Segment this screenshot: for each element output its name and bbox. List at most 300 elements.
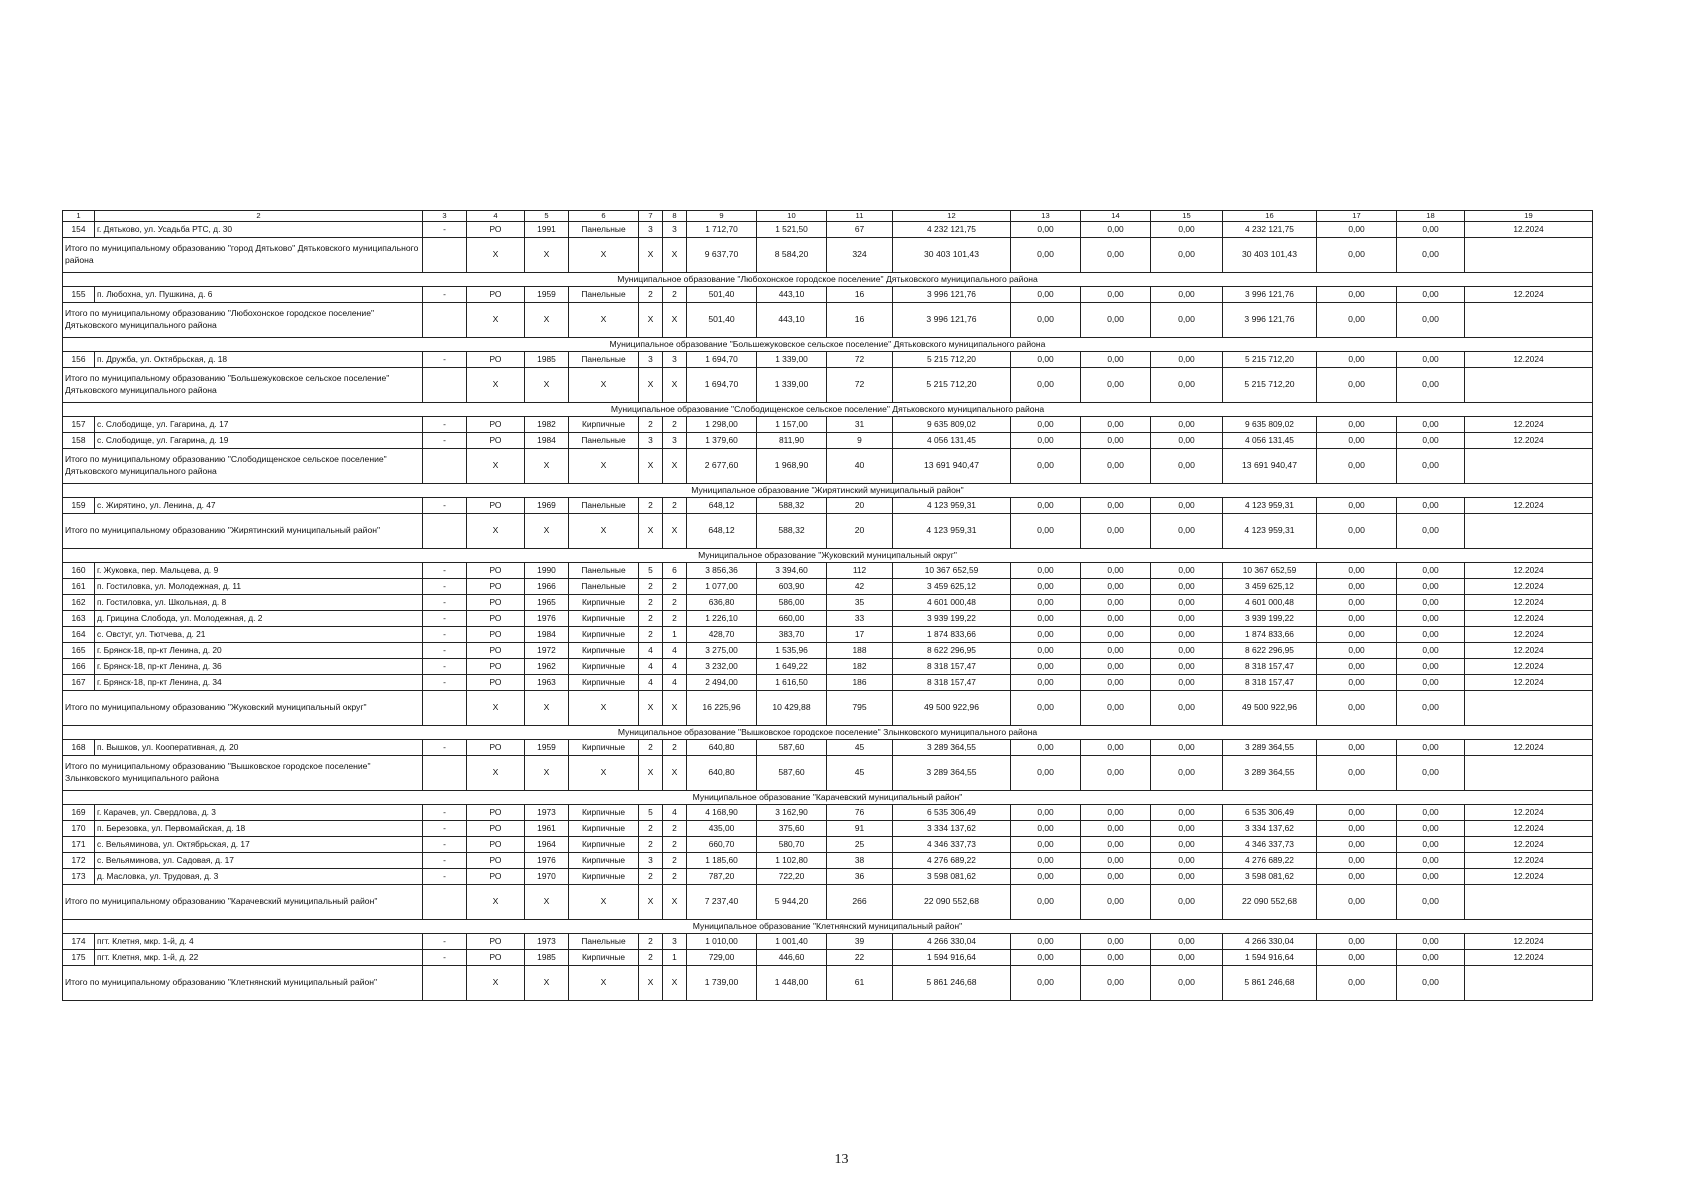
total-value-c7: X [639, 449, 663, 484]
total-value-c10: 10 429,88 [757, 691, 827, 726]
total-value-c9: 648,12 [687, 514, 757, 549]
address-cell: пгт. Клетня, мкр. 1-й, д. 22 [95, 950, 423, 966]
table-row [63, 579, 1593, 595]
total-value-c18: 0,00 [1397, 238, 1465, 273]
value-cell-c13: 0,00 [1011, 869, 1081, 885]
value-cell-c6: Кирпичные [569, 869, 639, 885]
value-cell-c4: РО [467, 579, 525, 595]
total-label: Итого по муниципальному образованию "Клетнянский муниципальный район" [63, 966, 423, 1001]
total-value-c4: X [467, 966, 525, 1001]
address-cell: г. Жуковка, пер. Мальцева, д. 9 [95, 563, 423, 579]
value-cell-c18: 0,00 [1397, 417, 1465, 433]
value-cell-c7: 3 [639, 853, 663, 869]
value-cell-c11: 22 [827, 950, 893, 966]
value-cell-c10: 1 001,40 [757, 934, 827, 950]
table-row [63, 287, 1593, 303]
value-cell-c6: Панельные [569, 222, 639, 238]
value-cell-c19: 12.2024 [1465, 595, 1593, 611]
value-cell-c14: 0,00 [1081, 595, 1151, 611]
total-value-c15: 0,00 [1151, 885, 1223, 920]
value-cell-c18: 0,00 [1397, 611, 1465, 627]
value-cell-c16: 4 276 689,22 [1223, 853, 1317, 869]
value-cell-c3: - [423, 595, 467, 611]
value-cell-c16: 1 874 833,66 [1223, 627, 1317, 643]
value-cell-c14: 0,00 [1081, 659, 1151, 675]
value-cell-c15: 0,00 [1151, 934, 1223, 950]
column-number-cell: 6 [569, 211, 639, 222]
value-cell-c9: 787,20 [687, 869, 757, 885]
value-cell-c17: 0,00 [1317, 611, 1397, 627]
total-value-c11: 20 [827, 514, 893, 549]
value-cell-c18: 0,00 [1397, 433, 1465, 449]
total-row [63, 449, 1593, 484]
total-value-c19 [1465, 514, 1593, 549]
value-cell-c16: 3 598 081,62 [1223, 869, 1317, 885]
total-row [63, 238, 1593, 273]
value-cell-c14: 0,00 [1081, 627, 1151, 643]
total-value-c14: 0,00 [1081, 514, 1151, 549]
value-cell-c3: - [423, 805, 467, 821]
total-value-c9: 9 637,70 [687, 238, 757, 273]
value-cell-c17: 0,00 [1317, 675, 1397, 691]
value-cell-c4: РО [467, 222, 525, 238]
value-cell-c17: 0,00 [1317, 352, 1397, 368]
total-value-c14: 0,00 [1081, 885, 1151, 920]
column-number-cell: 17 [1317, 211, 1397, 222]
value-cell-c18: 0,00 [1397, 950, 1465, 966]
total-value-c16: 49 500 922,96 [1223, 691, 1317, 726]
total-value-c5: X [525, 303, 569, 338]
total-value-c5: X [525, 691, 569, 726]
section-title-row [63, 920, 1593, 934]
section-title-row [63, 403, 1593, 417]
value-cell-c7: 2 [639, 821, 663, 837]
total-value-c17: 0,00 [1317, 691, 1397, 726]
value-cell-c10: 588,32 [757, 498, 827, 514]
value-cell-c15: 0,00 [1151, 595, 1223, 611]
value-cell-c8: 1 [663, 627, 687, 643]
row-number: 155 [63, 287, 95, 303]
total-value-c18: 0,00 [1397, 756, 1465, 791]
value-cell-c4: РО [467, 611, 525, 627]
value-cell-c13: 0,00 [1011, 675, 1081, 691]
row-number: 168 [63, 740, 95, 756]
value-cell-c7: 2 [639, 934, 663, 950]
value-cell-c5: 1984 [525, 627, 569, 643]
address-cell: пгт. Клетня, мкр. 1-й, д. 4 [95, 934, 423, 950]
value-cell-c17: 0,00 [1317, 740, 1397, 756]
total-row [63, 885, 1593, 920]
total-value-c7: X [639, 691, 663, 726]
value-cell-c14: 0,00 [1081, 740, 1151, 756]
row-number: 171 [63, 837, 95, 853]
value-cell-c19: 12.2024 [1465, 611, 1593, 627]
address-cell: п. Березовка, ул. Первомайская, д. 18 [95, 821, 423, 837]
value-cell-c19: 12.2024 [1465, 287, 1593, 303]
total-value-c16: 5 215 712,20 [1223, 368, 1317, 403]
value-cell-c5: 1969 [525, 498, 569, 514]
total-value-c15: 0,00 [1151, 966, 1223, 1001]
table-row [63, 934, 1593, 950]
value-cell-c16: 3 334 137,62 [1223, 821, 1317, 837]
value-cell-c18: 0,00 [1397, 869, 1465, 885]
value-cell-c12: 4 056 131,45 [893, 433, 1011, 449]
value-cell-c3: - [423, 659, 467, 675]
value-cell-c13: 0,00 [1011, 352, 1081, 368]
column-number-cell: 11 [827, 211, 893, 222]
value-cell-c17: 0,00 [1317, 934, 1397, 950]
column-number-cell: 18 [1397, 211, 1465, 222]
empty-cell [423, 885, 467, 920]
value-cell-c11: 91 [827, 821, 893, 837]
value-cell-c15: 0,00 [1151, 352, 1223, 368]
value-cell-c16: 9 635 809,02 [1223, 417, 1317, 433]
address-cell: д. Грицина Слобода, ул. Молодежная, д. 2 [95, 611, 423, 627]
total-row [63, 966, 1593, 1001]
value-cell-c11: 20 [827, 498, 893, 514]
section-title: Муниципальное образование "Жирятинский муниципальный район" [63, 484, 1593, 498]
total-value-c10: 588,32 [757, 514, 827, 549]
value-cell-c14: 0,00 [1081, 675, 1151, 691]
total-value-c18: 0,00 [1397, 449, 1465, 484]
total-value-c11: 45 [827, 756, 893, 791]
value-cell-c5: 1976 [525, 611, 569, 627]
total-value-c17: 0,00 [1317, 966, 1397, 1001]
total-value-c5: X [525, 514, 569, 549]
value-cell-c4: РО [467, 352, 525, 368]
address-cell: г. Брянск-18, пр-кт Ленина, д. 36 [95, 659, 423, 675]
value-cell-c18: 0,00 [1397, 837, 1465, 853]
value-cell-c7: 3 [639, 222, 663, 238]
value-cell-c6: Кирпичные [569, 595, 639, 611]
value-cell-c5: 1959 [525, 740, 569, 756]
value-cell-c17: 0,00 [1317, 579, 1397, 595]
row-number: 170 [63, 821, 95, 837]
value-cell-c17: 0,00 [1317, 950, 1397, 966]
section-title: Муниципальное образование "Карачевский муниципальный район" [63, 791, 1593, 805]
value-cell-c8: 4 [663, 659, 687, 675]
address-cell: с. Слободище, ул. Гагарина, д. 19 [95, 433, 423, 449]
value-cell-c6: Панельные [569, 433, 639, 449]
total-value-c13: 0,00 [1011, 449, 1081, 484]
value-cell-c12: 3 459 625,12 [893, 579, 1011, 595]
value-cell-c13: 0,00 [1011, 611, 1081, 627]
value-cell-c4: РО [467, 643, 525, 659]
total-value-c12: 4 123 959,31 [893, 514, 1011, 549]
total-label: Итого по муниципальному образованию "Вышковское городское поселение" Злынковского муниципального района [63, 756, 423, 791]
total-value-c18: 0,00 [1397, 966, 1465, 1001]
total-value-c10: 8 584,20 [757, 238, 827, 273]
value-cell-c9: 428,70 [687, 627, 757, 643]
column-number-cell: 2 [95, 211, 423, 222]
value-cell-c19: 12.2024 [1465, 579, 1593, 595]
value-cell-c11: 188 [827, 643, 893, 659]
value-cell-c14: 0,00 [1081, 611, 1151, 627]
value-cell-c4: РО [467, 805, 525, 821]
value-cell-c5: 1976 [525, 853, 569, 869]
value-cell-c19: 12.2024 [1465, 417, 1593, 433]
value-cell-c16: 3 996 121,76 [1223, 287, 1317, 303]
row-number: 173 [63, 869, 95, 885]
address-cell: с. Слободище, ул. Гагарина, д. 17 [95, 417, 423, 433]
value-cell-c9: 1 226,10 [687, 611, 757, 627]
value-cell-c13: 0,00 [1011, 287, 1081, 303]
housing-register-table [62, 210, 1593, 1001]
value-cell-c8: 2 [663, 869, 687, 885]
value-cell-c18: 0,00 [1397, 643, 1465, 659]
total-value-c14: 0,00 [1081, 966, 1151, 1001]
value-cell-c4: РО [467, 853, 525, 869]
value-cell-c8: 2 [663, 579, 687, 595]
address-cell: г. Карачев, ул. Свердлова, д. 3 [95, 805, 423, 821]
value-cell-c13: 0,00 [1011, 659, 1081, 675]
total-value-c19 [1465, 691, 1593, 726]
value-cell-c7: 3 [639, 352, 663, 368]
value-cell-c8: 3 [663, 934, 687, 950]
table-row [63, 498, 1593, 514]
address-cell: п. Гостиловка, ул. Молодежная, д. 11 [95, 579, 423, 595]
column-number-cell: 13 [1011, 211, 1081, 222]
value-cell-c9: 1 077,00 [687, 579, 757, 595]
value-cell-c6: Кирпичные [569, 740, 639, 756]
total-value-c11: 61 [827, 966, 893, 1001]
value-cell-c14: 0,00 [1081, 498, 1151, 514]
total-value-c11: 266 [827, 885, 893, 920]
total-value-c10: 443,10 [757, 303, 827, 338]
value-cell-c12: 4 266 330,04 [893, 934, 1011, 950]
total-value-c9: 1 694,70 [687, 368, 757, 403]
value-cell-c14: 0,00 [1081, 579, 1151, 595]
value-cell-c18: 0,00 [1397, 563, 1465, 579]
value-cell-c3: - [423, 837, 467, 853]
total-value-c14: 0,00 [1081, 756, 1151, 791]
value-cell-c7: 5 [639, 563, 663, 579]
value-cell-c9: 435,00 [687, 821, 757, 837]
total-value-c15: 0,00 [1151, 368, 1223, 403]
value-cell-c19: 12.2024 [1465, 627, 1593, 643]
value-cell-c13: 0,00 [1011, 950, 1081, 966]
value-cell-c16: 4 232 121,75 [1223, 222, 1317, 238]
value-cell-c10: 3 394,60 [757, 563, 827, 579]
total-value-c5: X [525, 966, 569, 1001]
value-cell-c13: 0,00 [1011, 595, 1081, 611]
value-cell-c13: 0,00 [1011, 222, 1081, 238]
value-cell-c3: - [423, 579, 467, 595]
total-value-c9: 16 225,96 [687, 691, 757, 726]
value-cell-c8: 3 [663, 352, 687, 368]
value-cell-c6: Кирпичные [569, 659, 639, 675]
value-cell-c8: 1 [663, 950, 687, 966]
value-cell-c12: 3 939 199,22 [893, 611, 1011, 627]
value-cell-c6: Кирпичные [569, 821, 639, 837]
value-cell-c14: 0,00 [1081, 222, 1151, 238]
value-cell-c3: - [423, 821, 467, 837]
value-cell-c6: Панельные [569, 352, 639, 368]
page-number: 13 [834, 1152, 849, 1167]
value-cell-c19: 12.2024 [1465, 659, 1593, 675]
column-number-cell: 8 [663, 211, 687, 222]
register-sheet [62, 210, 1592, 1001]
total-value-c17: 0,00 [1317, 449, 1397, 484]
value-cell-c3: - [423, 934, 467, 950]
total-value-c5: X [525, 885, 569, 920]
value-cell-c17: 0,00 [1317, 498, 1397, 514]
value-cell-c15: 0,00 [1151, 869, 1223, 885]
value-cell-c10: 446,60 [757, 950, 827, 966]
table-row [63, 643, 1593, 659]
total-value-c15: 0,00 [1151, 514, 1223, 549]
table-row [63, 563, 1593, 579]
total-value-c13: 0,00 [1011, 756, 1081, 791]
section-title: Муниципальное образование "Вышковское городское поселение" Злынковского муниципального района [63, 726, 1593, 740]
column-number-cell: 10 [757, 211, 827, 222]
value-cell-c6: Кирпичные [569, 627, 639, 643]
value-cell-c7: 2 [639, 579, 663, 595]
value-cell-c10: 811,90 [757, 433, 827, 449]
value-cell-c10: 443,10 [757, 287, 827, 303]
value-cell-c8: 2 [663, 595, 687, 611]
value-cell-c19: 12.2024 [1465, 805, 1593, 821]
table-row [63, 675, 1593, 691]
column-number-cell: 1 [63, 211, 95, 222]
value-cell-c11: 39 [827, 934, 893, 950]
value-cell-c8: 2 [663, 740, 687, 756]
total-value-c13: 0,00 [1011, 368, 1081, 403]
total-row [63, 303, 1593, 338]
value-cell-c3: - [423, 643, 467, 659]
value-cell-c15: 0,00 [1151, 643, 1223, 659]
value-cell-c17: 0,00 [1317, 563, 1397, 579]
value-cell-c9: 3 232,00 [687, 659, 757, 675]
total-value-c10: 587,60 [757, 756, 827, 791]
value-cell-c16: 8 318 157,47 [1223, 659, 1317, 675]
value-cell-c3: - [423, 222, 467, 238]
value-cell-c9: 501,40 [687, 287, 757, 303]
row-number: 158 [63, 433, 95, 449]
total-value-c10: 1 968,90 [757, 449, 827, 484]
row-number: 161 [63, 579, 95, 595]
total-value-c16: 5 861 246,68 [1223, 966, 1317, 1001]
value-cell-c18: 0,00 [1397, 352, 1465, 368]
total-value-c6: X [569, 368, 639, 403]
value-cell-c7: 2 [639, 837, 663, 853]
value-cell-c9: 1 298,00 [687, 417, 757, 433]
value-cell-c6: Кирпичные [569, 611, 639, 627]
total-value-c17: 0,00 [1317, 368, 1397, 403]
value-cell-c11: 182 [827, 659, 893, 675]
value-cell-c6: Кирпичные [569, 853, 639, 869]
value-cell-c4: РО [467, 595, 525, 611]
value-cell-c14: 0,00 [1081, 805, 1151, 821]
value-cell-c19: 12.2024 [1465, 869, 1593, 885]
total-value-c14: 0,00 [1081, 368, 1151, 403]
value-cell-c3: - [423, 869, 467, 885]
value-cell-c10: 383,70 [757, 627, 827, 643]
value-cell-c4: РО [467, 740, 525, 756]
value-cell-c19: 12.2024 [1465, 433, 1593, 449]
value-cell-c7: 2 [639, 611, 663, 627]
row-number: 172 [63, 853, 95, 869]
value-cell-c15: 0,00 [1151, 659, 1223, 675]
value-cell-c14: 0,00 [1081, 869, 1151, 885]
total-label: Итого по муниципальному образованию "Слободищенское сельское поселение" Дятьковского муниципального района [63, 449, 423, 484]
empty-cell [423, 449, 467, 484]
value-cell-c15: 0,00 [1151, 611, 1223, 627]
value-cell-c15: 0,00 [1151, 417, 1223, 433]
total-value-c12: 22 090 552,68 [893, 885, 1011, 920]
value-cell-c12: 3 996 121,76 [893, 287, 1011, 303]
total-value-c4: X [467, 449, 525, 484]
total-row [63, 756, 1593, 791]
total-value-c15: 0,00 [1151, 449, 1223, 484]
value-cell-c4: РО [467, 869, 525, 885]
value-cell-c12: 8 318 157,47 [893, 675, 1011, 691]
value-cell-c3: - [423, 352, 467, 368]
value-cell-c14: 0,00 [1081, 821, 1151, 837]
value-cell-c3: - [423, 853, 467, 869]
column-number-cell: 14 [1081, 211, 1151, 222]
total-value-c16: 22 090 552,68 [1223, 885, 1317, 920]
value-cell-c12: 1 874 833,66 [893, 627, 1011, 643]
total-label: Итого по муниципальному образованию "город Дятьково" Дятьковского муниципального района [63, 238, 423, 273]
value-cell-c7: 4 [639, 659, 663, 675]
total-value-c5: X [525, 368, 569, 403]
value-cell-c6: Кирпичные [569, 950, 639, 966]
value-cell-c12: 3 598 081,62 [893, 869, 1011, 885]
value-cell-c3: - [423, 498, 467, 514]
value-cell-c8: 2 [663, 287, 687, 303]
total-value-c16: 3 289 364,55 [1223, 756, 1317, 791]
total-value-c7: X [639, 966, 663, 1001]
value-cell-c15: 0,00 [1151, 675, 1223, 691]
total-value-c6: X [569, 303, 639, 338]
value-cell-c11: 17 [827, 627, 893, 643]
value-cell-c3: - [423, 287, 467, 303]
value-cell-c8: 2 [663, 837, 687, 853]
value-cell-c12: 4 232 121,75 [893, 222, 1011, 238]
total-value-c4: X [467, 303, 525, 338]
table-row [63, 869, 1593, 885]
value-cell-c13: 0,00 [1011, 740, 1081, 756]
value-cell-c18: 0,00 [1397, 934, 1465, 950]
total-value-c6: X [569, 238, 639, 273]
value-cell-c10: 375,60 [757, 821, 827, 837]
total-value-c7: X [639, 514, 663, 549]
total-value-c5: X [525, 449, 569, 484]
value-cell-c15: 0,00 [1151, 740, 1223, 756]
total-value-c16: 3 996 121,76 [1223, 303, 1317, 338]
value-cell-c18: 0,00 [1397, 821, 1465, 837]
value-cell-c9: 729,00 [687, 950, 757, 966]
value-cell-c11: 72 [827, 352, 893, 368]
total-value-c13: 0,00 [1011, 966, 1081, 1001]
value-cell-c7: 2 [639, 627, 663, 643]
value-cell-c8: 3 [663, 433, 687, 449]
value-cell-c15: 0,00 [1151, 627, 1223, 643]
value-cell-c13: 0,00 [1011, 498, 1081, 514]
value-cell-c14: 0,00 [1081, 950, 1151, 966]
value-cell-c17: 0,00 [1317, 837, 1397, 853]
value-cell-c15: 0,00 [1151, 821, 1223, 837]
value-cell-c7: 2 [639, 498, 663, 514]
total-value-c12: 3 289 364,55 [893, 756, 1011, 791]
column-number-cell: 4 [467, 211, 525, 222]
value-cell-c6: Панельные [569, 934, 639, 950]
value-cell-c10: 1 157,00 [757, 417, 827, 433]
value-cell-c3: - [423, 950, 467, 966]
value-cell-c4: РО [467, 950, 525, 966]
table-row [63, 659, 1593, 675]
